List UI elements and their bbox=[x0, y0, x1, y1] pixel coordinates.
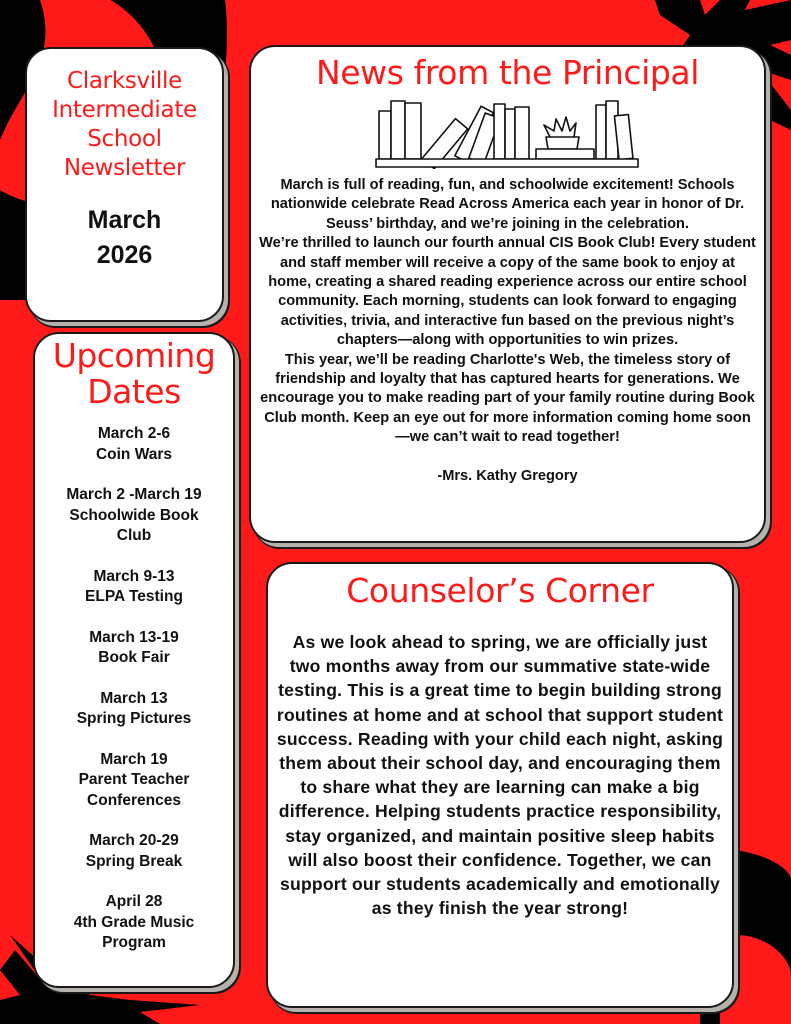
principal-signature: -Mrs. Kathy Gregory bbox=[437, 467, 578, 484]
date-item bbox=[35, 892, 233, 954]
issue-date bbox=[27, 203, 222, 273]
event-name: 4th Grade Music bbox=[73, 913, 195, 931]
bookshelf-illustration-icon bbox=[374, 97, 642, 169]
date-item bbox=[35, 567, 233, 608]
school-name-line: School bbox=[87, 126, 162, 152]
counselor-message: As we look ahead to spring, we are officially just two months away from our summative state-wide testing. This is a great time to begin building strong routines at home and at school that support student success. Reading with your child each night, asking them about their school day, and encouraging them to share what they are learning can make a big difference. Helping students practice responsibility, stay organized, and maintain positive sleep habits will also boost their confidence. Together, we can support our students academically and emotionally as they finish the year strong! bbox=[276, 632, 724, 919]
event-name: Club bbox=[116, 527, 152, 544]
date-range: April 28 bbox=[105, 893, 163, 910]
principal-news-card bbox=[249, 45, 766, 543]
event-name: Spring Break bbox=[85, 852, 183, 870]
event-name: Book Fair bbox=[98, 649, 170, 666]
date-range: March 2 -March 19 bbox=[66, 486, 202, 503]
newsletter-title-card bbox=[25, 47, 224, 322]
date-item bbox=[35, 689, 233, 730]
date-item bbox=[35, 831, 233, 872]
school-name-line: Newsletter bbox=[63, 155, 186, 181]
date-range: March 2-6 bbox=[97, 425, 171, 442]
upcoming-dates-heading bbox=[35, 338, 233, 410]
counselor-corner-card bbox=[266, 562, 734, 1008]
event-name: Parent Teacher bbox=[78, 771, 190, 788]
date-item bbox=[35, 628, 233, 669]
date-range: March 13 bbox=[100, 689, 168, 707]
date-item bbox=[35, 424, 233, 465]
issue-year: 2026 bbox=[96, 241, 153, 269]
school-name bbox=[27, 67, 222, 183]
event-name: Spring Pictures bbox=[76, 710, 192, 727]
school-name-line: Clarksville bbox=[67, 68, 182, 94]
date-range: March 9-13 bbox=[93, 567, 175, 585]
principal-paragraph: March is full of reading, fun, and schoolwide excitement! Schools nationwide celebrate Read Across America each year in honor of Dr. Seuss’ birthday, and we’re joining in the celebration. bbox=[270, 177, 745, 232]
upcoming-dates-card bbox=[33, 332, 235, 988]
event-name: Conferences bbox=[87, 791, 181, 809]
principal-heading: News from the Principal bbox=[315, 53, 699, 92]
counselor-heading: Counselor’s Corner bbox=[346, 571, 654, 610]
date-range: March 20-29 bbox=[89, 832, 179, 849]
principal-paragraph: This year, we’ll be reading Charlotte's Web, the timeless story of friendship and loyalty that has captured hearts for generations. We encourage you to make reading part of your family routine during Book Club month. Keep an eye out for more information coming home soon—we can’t wait to read together! bbox=[260, 351, 755, 446]
event-name: Program bbox=[102, 934, 166, 951]
issue-month: March bbox=[87, 206, 162, 234]
dates-list bbox=[35, 424, 233, 954]
event-name: Schoolwide Book bbox=[69, 506, 199, 524]
event-name: Coin Wars bbox=[95, 445, 173, 463]
date-range: March 19 bbox=[100, 750, 168, 768]
school-name-line: Intermediate bbox=[52, 97, 197, 123]
heading-line: Upcoming bbox=[52, 336, 216, 375]
date-range: March 13-19 bbox=[89, 628, 179, 646]
date-item bbox=[35, 750, 233, 812]
heading-line: Dates bbox=[87, 372, 181, 411]
event-name: ELPA Testing bbox=[85, 588, 183, 605]
principal-paragraph: We’re thrilled to launch our fourth annual CIS Book Club! Every student and staff member will receive a copy of the same book to enjoy at home, creating a shared reading experience across our entire school community. Each morning, students can look forward to engaging activities, trivia, and interactive fun based on the previous night’s chapters—along with opportunities to win prizes. bbox=[259, 235, 756, 349]
principal-message bbox=[257, 176, 758, 448]
date-item bbox=[35, 485, 233, 547]
